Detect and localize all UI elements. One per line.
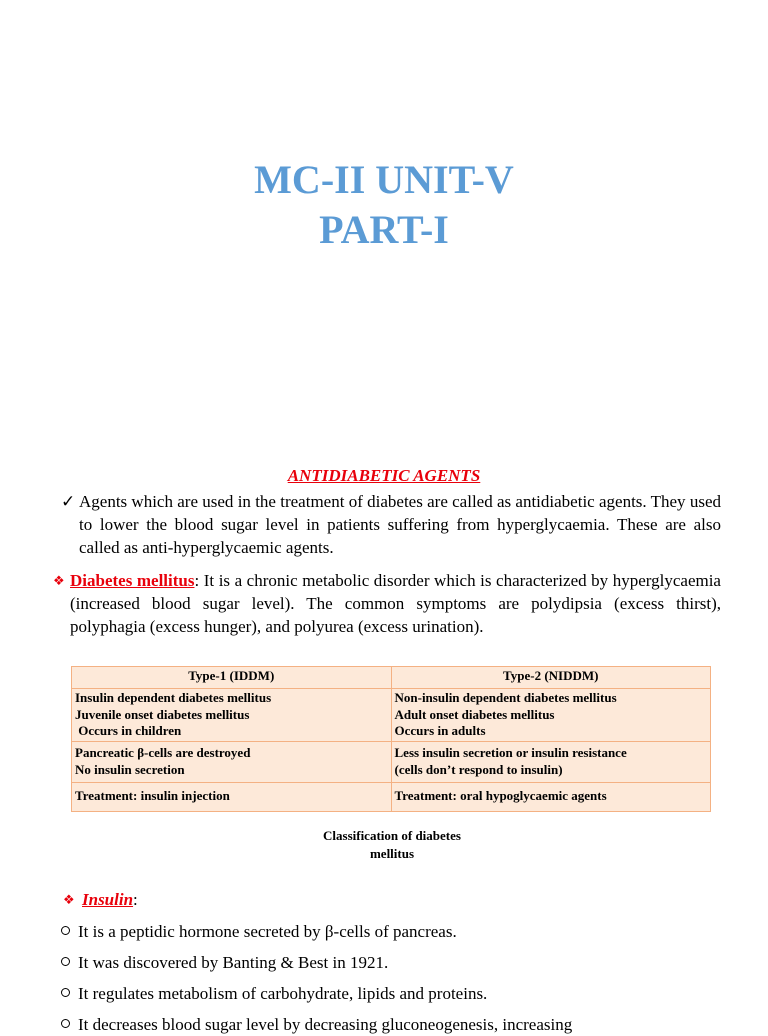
list-item	[61, 1014, 572, 1036]
table-row	[72, 782, 711, 811]
cell-line: Less insulin secretion or insulin resistance	[394, 745, 627, 760]
list-item-text: It regulates metabolism of carbohydrate, lipids and proteins.	[78, 984, 488, 1003]
table-row	[72, 689, 711, 742]
diamond-bullet-icon: ❖	[63, 892, 75, 907]
table-cell	[72, 782, 392, 811]
table-cell	[391, 782, 711, 811]
circle-bullet-icon	[61, 926, 70, 935]
cell-line: Treatment: oral hypoglycaemic agents	[394, 788, 607, 804]
table-cell	[391, 689, 711, 742]
circle-bullet-icon	[61, 988, 70, 997]
cell-line: Treatment: insulin injection	[75, 788, 230, 804]
intro-paragraph: Agents which are used in the treatment of diabetes are called as antidiabetic agents. They used to lower the blood sugar level in patients suffering from hyperglycaemia. These are also called as anti-hyperglycaemic agents.	[79, 492, 721, 557]
caption-line2: mellitus	[369, 846, 415, 861]
diabetes-paragraph	[70, 569, 721, 638]
cell-line: Non-insulin dependent diabetes mellitus	[394, 690, 617, 705]
page-title-line1: MC-II UNIT-V	[254, 157, 514, 202]
list-item	[61, 983, 487, 1005]
list-item	[61, 921, 457, 943]
table-cell	[72, 741, 392, 782]
page-title-line2: PART-I	[319, 207, 449, 252]
caption-line1: Classification of diabetes	[323, 828, 461, 843]
checkmark-icon: ✓	[61, 492, 76, 511]
table-header-row	[72, 667, 711, 689]
table-cell	[391, 741, 711, 782]
table-cell	[72, 689, 392, 742]
cell-line: (cells don’t respond to insulin)	[394, 761, 563, 777]
insulin-term: Insulin	[82, 890, 134, 909]
list-item-text: It was discovered by Banting & Best in 1921.	[78, 953, 389, 972]
cell-line: Pancreatic β-cells are destroyed	[75, 745, 251, 760]
table-header-type2: Type-2 (NIDDM)	[391, 667, 711, 689]
list-item-text: It decreases blood sugar level by decreasing gluconeogenesis, increasing	[78, 1015, 573, 1034]
circle-bullet-icon	[61, 957, 70, 966]
classification-table	[71, 666, 711, 812]
cell-line: Adult onset diabetes mellitus	[394, 706, 555, 722]
cell-line: Occurs in children	[75, 723, 182, 738]
cell-line: Occurs in adults	[394, 723, 486, 738]
table-caption	[292, 827, 492, 863]
cell-line: Insulin dependent diabetes mellitus	[75, 690, 272, 705]
cell-line: Juvenile onset diabetes mellitus	[75, 706, 250, 722]
diamond-bullet-icon: ❖	[53, 573, 65, 588]
insulin-colon: :	[133, 890, 138, 909]
diabetes-term: Diabetes mellitus	[70, 571, 195, 590]
table-row	[72, 741, 711, 782]
cell-line: No insulin secretion	[75, 761, 185, 777]
section-heading: ANTIDIABETIC AGENTS	[287, 466, 481, 485]
list-item-text: It is a peptidic hormone secreted by β-cells of pancreas.	[78, 922, 457, 941]
diabetes-definition: : It is a chronic metabolic disorder which is characterized by hyperglycaemia (increased blood sugar level). The common symptoms are polydipsia (excess thirst), polyphagia (excess hunger), and polyurea (excess urination).	[70, 571, 721, 636]
table-header-type1: Type-1 (IDDM)	[72, 667, 392, 689]
list-item	[61, 952, 388, 974]
insulin-heading	[82, 889, 138, 911]
